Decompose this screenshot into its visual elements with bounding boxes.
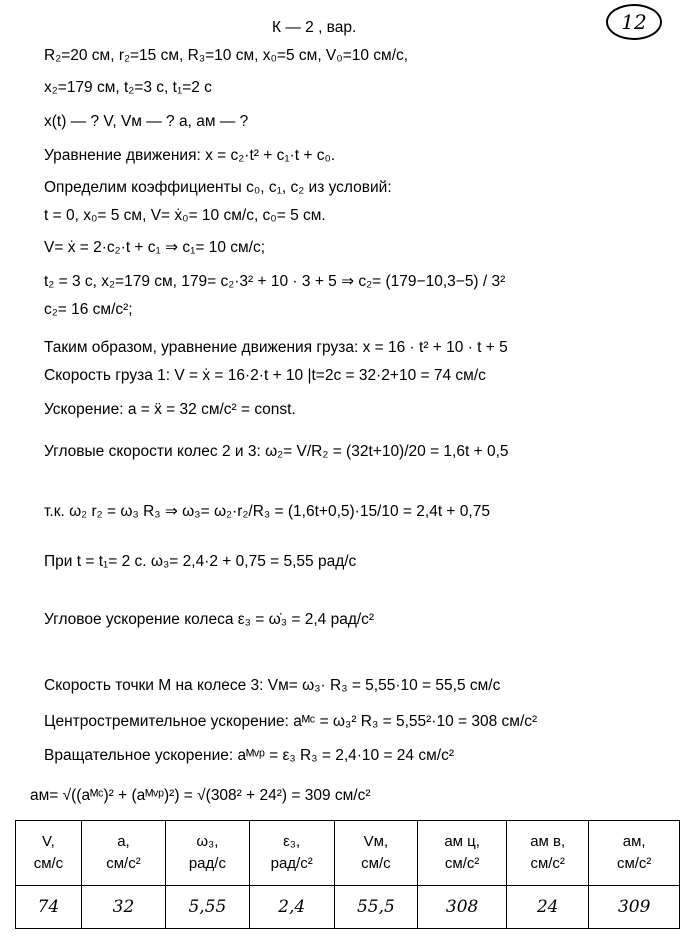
value-cell: 74 (16, 886, 82, 929)
given-line-3: x(t) — ? V, Vм — ? a, aм — ? (44, 113, 249, 130)
header-cell: aм ц, см/с² (418, 821, 507, 886)
solution-line: При t = t₁= 2 с. ω₃= 2,4·2 + 0,75 = 5,55 рад/с (44, 553, 357, 570)
solution-line: Скорость груза 1: V = ẋ = 16·2·t + 10 |t=2c = 32·2+10 = 74 см/с (44, 367, 486, 384)
solution-line: Угловое ускорение колеса ε₃ = ω̇₃ = 2,4 рад/с² (44, 611, 375, 628)
solution-line: Ускорение: a = ẍ = 32 см/с² = const. (44, 401, 296, 418)
page-title: К — 2 , вар. (272, 19, 357, 36)
solution-line: Центростремительное ускорение: aᴹᶜ = ω₃² R₃ = 5,55²·10 = 308 см/с² (44, 713, 538, 730)
results-table (15, 820, 680, 929)
given-line-2: x₂=179 см, t₂=3 с, t₁=2 с (44, 79, 212, 96)
variant-number-circled: 12 (606, 4, 662, 40)
solution-line: t = 0, x₀= 5 см, V= ẋ₀= 10 см/с, c₀= 5 см. (44, 207, 326, 224)
value-cell: 2,4 (249, 886, 334, 929)
table-row (16, 886, 680, 929)
solution-line: V= ẋ = 2·c₂·t + c₁ ⇒ c₁= 10 см/с; (44, 239, 266, 256)
solution-line: Таким образом, уравнение движения груза: x = 16 · t² + 10 · t + 5 (44, 339, 508, 356)
value-cell: 55,5 (334, 886, 418, 929)
solution-line: Скорость точки М на колесе 3: Vм= ω₃· R₃ = 5,55·10 = 55,5 см/с (44, 677, 501, 694)
header-cell: aм, см/с² (589, 821, 680, 886)
solution-line: Определим коэффициенты c₀, c₁, c₂ из условий: (44, 179, 392, 196)
given-line-1: R₂=20 см, r₂=15 см, R₃=10 см, x₀=5 см, V₀=10 см/с, (44, 47, 409, 64)
header-cell: Vм, см/с (334, 821, 418, 886)
solution-line: Угловые скорости колес 2 и 3: ω₂= V/R₂ = (32t+10)/20 = 1,6t + 0,5 (44, 443, 509, 460)
value-cell: 308 (418, 886, 507, 929)
solution-line: Уравнение движения: x = c₂·t² + c₁·t + c₀. (44, 147, 336, 164)
value-cell: 32 (81, 886, 165, 929)
solution-line: aм= √((aᴹᶜ)² + (aᴹᵛᵖ)²) = √(308² + 24²) = 309 см/с² (30, 787, 371, 804)
header-cell: ε₃, рад/с² (249, 821, 334, 886)
header-cell: a, см/с² (81, 821, 165, 886)
table-header-row (16, 821, 680, 886)
solution-line: c₂= 16 см/с²; (44, 301, 133, 318)
solution-line: т.к. ω₂ r₂ = ω₃ R₃ ⇒ ω₃= ω₂·r₂/R₃ = (1,6t+0,5)·15/10 = 2,4t + 0,75 (44, 503, 490, 520)
value-cell: 5,55 (166, 886, 250, 929)
header-cell: V, см/с (16, 821, 82, 886)
value-cell: 24 (507, 886, 589, 929)
header-cell: aм в, см/с² (507, 821, 589, 886)
solution-line: t₂ = 3 с, x₂=179 см, 179= c₂·3² + 10 · 3 + 5 ⇒ c₂= (179−10,3−5) / 3² (44, 273, 506, 290)
value-cell: 309 (589, 886, 680, 929)
header-cell: ω₃, рад/с (166, 821, 250, 886)
solution-line: Вращательное ускорение: aᴹᵛᵖ = ε₃ R₃ = 2,4·10 = 24 см/с² (44, 747, 454, 764)
